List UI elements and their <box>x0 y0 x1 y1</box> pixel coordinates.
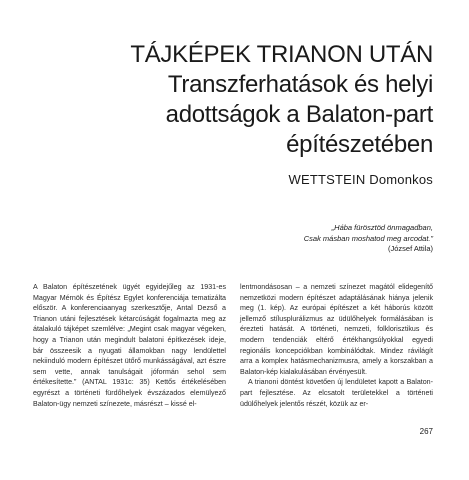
paragraph: A Balaton építészetének ügyét egyidejűleg az 1931-es Magyar Mérnök és Építész Egylet konferenciája tematizálta először. A konferenciaanyag szerkesztője, Antal Dezső a Trianon utáni fejlesztések kétarcúságát fogalmazta meg az átalakuló tájképet szemlélve: „Megint csak magyar végeken, hogy a Trianon után megindult balatoni építkezések ideje, bár összeesik a nyugati államokban nagy lendülettel nekiinduló modern építészet ütőrő munkásságával, azt észre sem vette, annak tanulságait jóformán sehol sem értékesítette.” (ANTAL 1931c: 35) Kettős értékelésében egyrészt a történeti fürdőhelyek évszázados elemülyező Balaton-ügy nemzeti színezete, másrészt – kissé el- <box>33 283 226 408</box>
subtitle-line-3: építészetében <box>286 131 433 158</box>
column-left <box>33 282 226 409</box>
body-columns <box>33 282 433 409</box>
epigraph-line-1: „Hába fürösztöd önmagadban, <box>331 223 433 232</box>
paragraph: A trianoni döntést követően új lendületet kapott a Balaton-part fejlesztése. Az elcsatolt területekkel a történeti üdülőhelyek jelentős részét, közük az er- <box>240 378 433 408</box>
subtitle-line-1: Transzferhatások és helyi <box>167 71 433 98</box>
epigraph-source: (József Attila) <box>387 244 433 253</box>
epigraph <box>304 223 433 255</box>
column-right <box>240 282 433 409</box>
page-number: 267 <box>419 427 433 436</box>
author-name: WETTSTEIN Domonkos <box>288 172 433 187</box>
title-main: TÁJKÉPEK TRIANON UTÁN <box>130 41 433 68</box>
paragraph: lentmondásosan – a nemzeti színezet magától elidegenítő nemzetközi modern építészet adaptálásának hiánya jelenik meg (1. kép). Az európai építészet a két háborús között jellemző stílusplurálizmus az üdülőhelyek formálásában is érezteti hatását. A történeti, nemzeti, folklorisztikus és modern tendenciák eltérő értékhangsúlyokkal egyedi regionális koncepciókban kombinálódtak. Mindez rávilágít arra a komplex hatásmechanizmusra, amely a korszakban a Balaton-kép kialakulásában érvényesült. <box>240 283 433 376</box>
epigraph-line-2: Csak másban moshatod meg arcodat.” <box>303 233 433 243</box>
subtitle-line-2: adottságok a Balaton-part <box>165 101 433 128</box>
article-title <box>13 40 433 160</box>
